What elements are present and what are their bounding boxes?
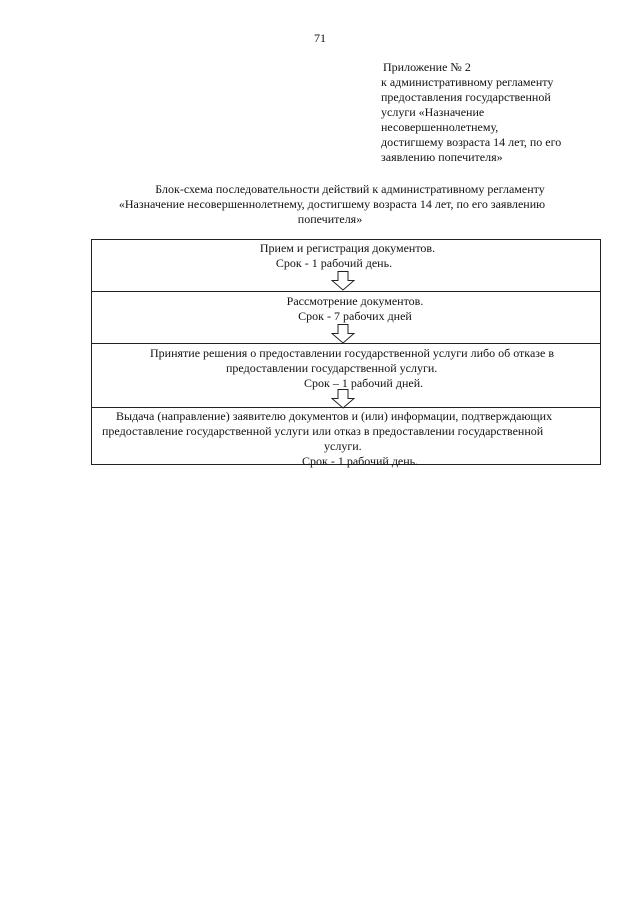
step-line: Выдача (направление) заявителю документов и (или) информации, подтверждающих	[116, 409, 553, 423]
step-line: Срок – 1 рабочий дней.	[304, 376, 424, 390]
arrow-down-icon	[331, 389, 355, 409]
arrow-down-icon	[331, 324, 355, 344]
step-line: услуги.	[324, 439, 362, 453]
schema-title-line: попечителя»	[297, 212, 363, 226]
schema-title	[60, 182, 600, 227]
flow-step-decision	[92, 346, 600, 391]
step-line: Принятие решения о предоставлении государственной услуги либо об отказе в	[150, 346, 554, 360]
step-line: Срок - 7 рабочих дней	[298, 309, 412, 323]
page-number: 71	[314, 31, 326, 45]
step-line: предоставление государственной услуги или отказ в предоставлении государственной	[102, 424, 544, 438]
flowchart	[91, 239, 601, 468]
flow-step-issuance	[92, 409, 600, 469]
appendix-header	[381, 60, 621, 165]
step-line: предоставлении государственной услуги.	[226, 361, 438, 375]
appendix-line: Приложение № 2	[383, 60, 471, 74]
arrow-down-icon	[331, 271, 355, 291]
appendix-line: заявлению попечителя»	[381, 150, 503, 164]
flow-step-reception	[92, 241, 600, 271]
appendix-line: достигшему возраста 14 лет, по его	[381, 135, 562, 149]
appendix-line: к административному регламенту	[381, 75, 554, 89]
step-divider	[92, 343, 600, 344]
schema-title-line: «Назначение несовершеннолетнему, достигшему возраста 14 лет, по его заявлению	[118, 197, 546, 211]
flow-step-review	[92, 294, 600, 324]
step-line: Рассмотрение документов.	[286, 294, 424, 308]
schema-title-line: Блок-схема последовательности действий к административному регламенту	[155, 182, 545, 196]
appendix-line: услуги «Назначение	[381, 105, 485, 119]
step-divider	[92, 407, 600, 408]
appendix-line: предоставления государственной	[381, 90, 551, 104]
step-line: Срок - 1 рабочий день.	[275, 256, 393, 270]
step-line: Прием и регистрация документов.	[259, 241, 436, 255]
appendix-line: несовершеннолетнему,	[381, 120, 499, 134]
step-line: Срок - 1 рабочий день.	[302, 454, 419, 468]
step-divider	[92, 291, 600, 292]
